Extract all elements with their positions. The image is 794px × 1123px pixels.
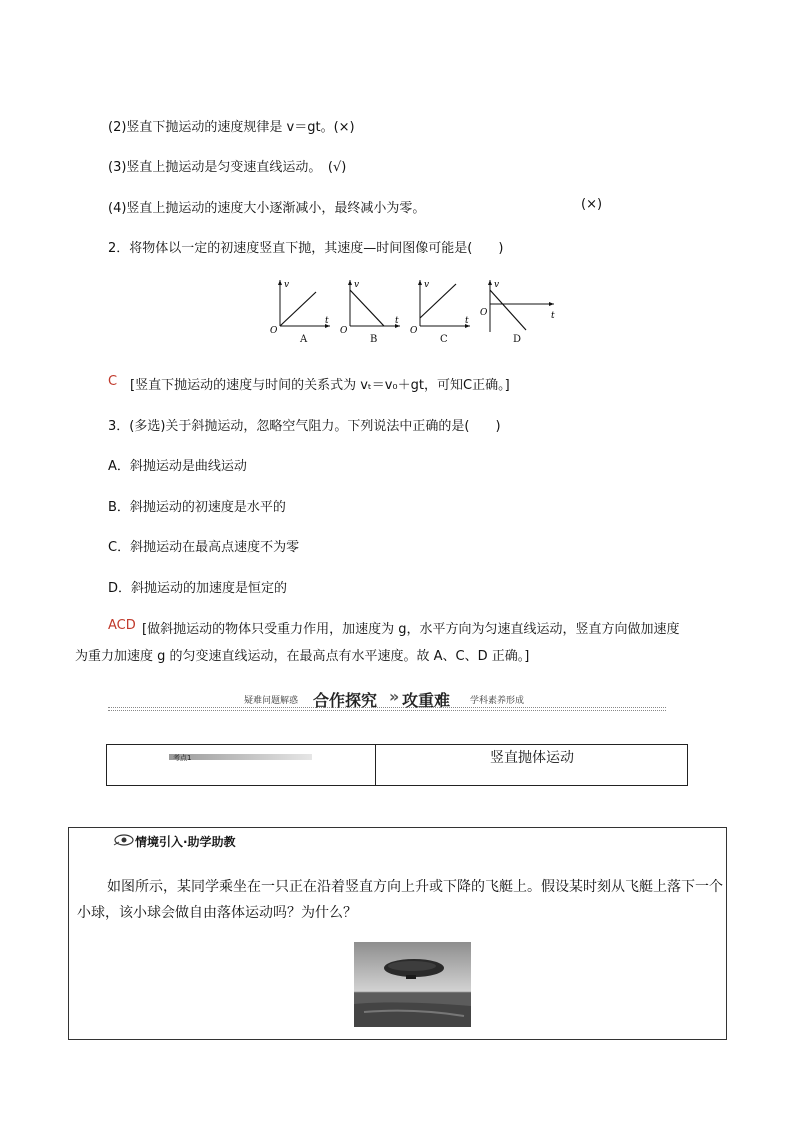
scenario-text-1: 如图所示，某同学乘坐在一只正在沿着竖直方向上升或下降的飞艇上。假设某时刻从飞艇上落下一个 bbox=[107, 879, 723, 895]
graph-label-d: D bbox=[513, 334, 522, 345]
topic-table bbox=[106, 744, 688, 786]
graph-d bbox=[478, 278, 558, 334]
question-3: 3．(多选)关于斜抛运动，忽略空气阻力。下列说法中正确的是( ) bbox=[108, 419, 501, 434]
banner-arrow-icon: » bbox=[389, 687, 400, 706]
svg-text:t: t bbox=[395, 316, 399, 326]
statement-4: (4)竖直上抛运动的速度大小逐渐减小，最终减小为零。 bbox=[108, 201, 426, 216]
airship-photo bbox=[354, 942, 471, 1027]
graph-label-c: C bbox=[440, 334, 448, 345]
scenario-header: 情境引入·助学助教 bbox=[135, 835, 236, 849]
svg-text:t: t bbox=[551, 311, 555, 321]
origin-label: O bbox=[270, 326, 278, 334]
svg-text:O: O bbox=[340, 326, 348, 334]
option-b: B．斜抛运动的初速度是水平的 bbox=[108, 500, 286, 515]
option-a: A．斜抛运动是曲线运动 bbox=[108, 459, 247, 474]
answer-3-explanation-2: 为重力加速度 g 的匀变速直线运动，在最高点有水平速度。故 A、C、D 正确。] bbox=[75, 649, 530, 664]
answer-3-explanation-1: [做斜抛运动的物体只受重力作用，加速度为 g，水平方向为匀速直线运动，竖直方向做加速度 bbox=[142, 622, 680, 637]
graph-label-a: A bbox=[300, 334, 308, 345]
svg-text:t: t bbox=[465, 316, 469, 326]
scenario-icon bbox=[113, 833, 135, 851]
topic-tag: 考点1 bbox=[173, 754, 192, 762]
banner-divider bbox=[108, 707, 666, 708]
answer-2-explanation: [竖直下抛运动的速度与时间的关系式为 vₜ＝v₀＋gt，可知C正确。] bbox=[130, 378, 510, 393]
graph-label-b: B bbox=[370, 334, 378, 345]
svg-text:O: O bbox=[410, 326, 418, 334]
graph-b bbox=[338, 278, 404, 334]
banner-left-text: 疑难问题解惑 bbox=[244, 696, 299, 706]
question-2: 2．将物体以一定的初速度竖直下抛，其速度—时间图像可能是( ) bbox=[108, 241, 504, 256]
statement-4-mark: (×) bbox=[581, 197, 603, 212]
banner-right-text: 学科素养形成 bbox=[470, 696, 525, 706]
svg-text:O: O bbox=[480, 308, 488, 318]
svg-text:v: v bbox=[424, 280, 430, 290]
option-d: D．斜抛运动的加速度是恒定的 bbox=[108, 581, 288, 596]
banner-main2-text: 攻重难 bbox=[402, 691, 451, 710]
statement-2: (2)竖直下抛运动的速度规律是 v＝gt。(×) bbox=[108, 120, 355, 135]
topic-title: 竖直抛体运动 bbox=[490, 750, 574, 766]
option-c: C．斜抛运动在最高点速度不为零 bbox=[108, 540, 300, 555]
svg-text:v: v bbox=[494, 280, 500, 290]
svg-text:v: v bbox=[354, 280, 360, 290]
axis-v-label: v bbox=[284, 280, 290, 290]
banner-main-text: 合作探究 bbox=[313, 691, 378, 710]
banner-divider bbox=[108, 710, 666, 711]
table-divider bbox=[375, 745, 376, 785]
graph-c bbox=[408, 278, 474, 334]
answer-3-letters: ACD bbox=[108, 618, 136, 633]
axis-t-label: t bbox=[325, 316, 329, 326]
scenario-box bbox=[68, 827, 727, 1040]
scenario-text-2: 小球，该小球会做自由落体运动吗？为什么？ bbox=[77, 905, 357, 921]
statement-3: (3)竖直上抛运动是匀变速直线运动。 (√) bbox=[108, 160, 347, 175]
answer-2-letter: C bbox=[108, 374, 118, 389]
graph-a bbox=[268, 278, 334, 334]
